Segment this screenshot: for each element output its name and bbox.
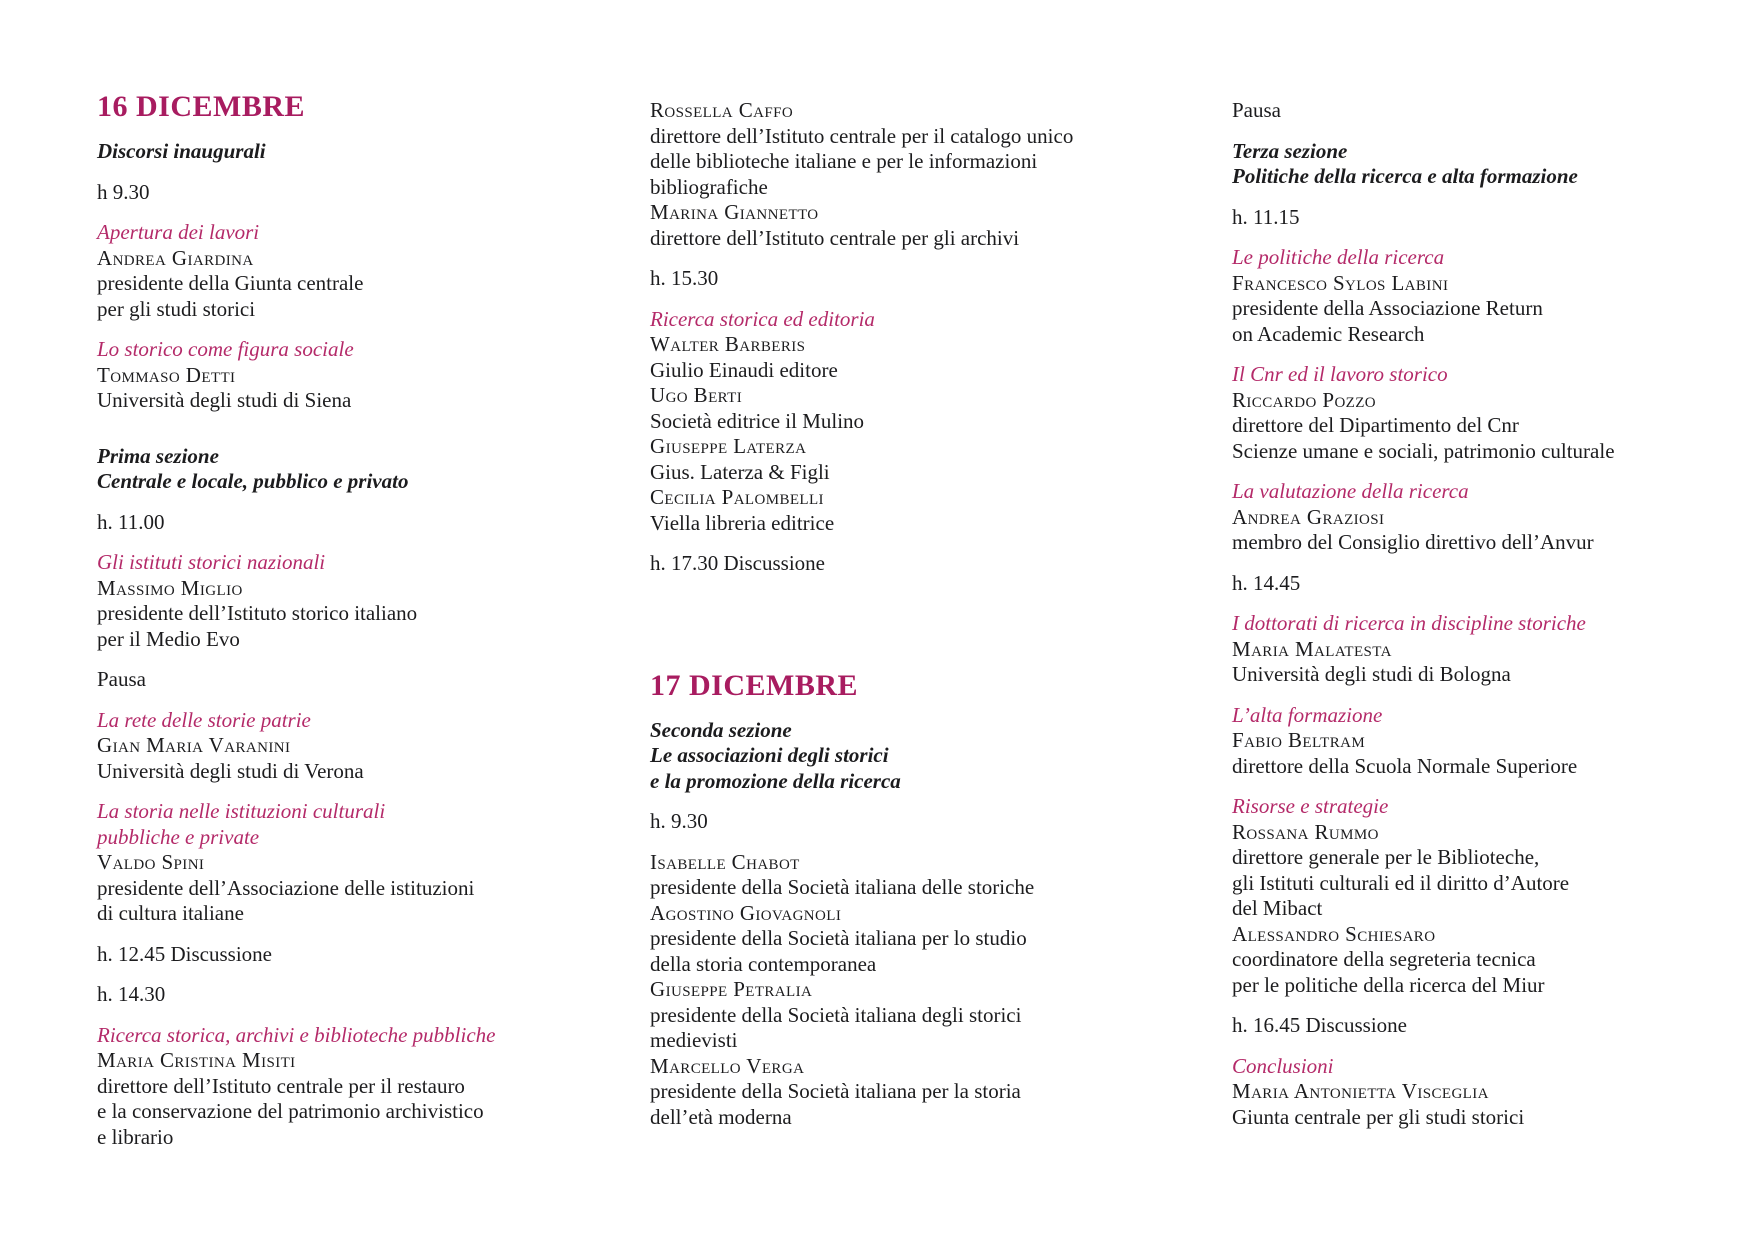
program-block — [1232, 1054, 1747, 1131]
talk-title-line: I dottorati di ricerca in discipline storiche — [1232, 611, 1586, 635]
program-block — [1232, 1013, 1747, 1039]
affiliation-line: Università degli studi di Siena — [97, 388, 352, 412]
pausa-label: Pausa — [97, 667, 146, 691]
speaker-name: Valdo Spini — [97, 850, 205, 874]
session-heading-line: Centrale e locale, pubblico e privato — [97, 469, 409, 493]
affiliation-line: Università degli studi di Verona — [97, 758, 364, 783]
program-block — [1232, 98, 1747, 124]
program-block — [97, 220, 637, 322]
program-block — [97, 139, 637, 165]
speaker-name: Fabio Beltram — [1232, 728, 1366, 752]
affiliation-line: direttore della Scuola Normale Superiore — [1232, 753, 1578, 778]
affiliation-line: Scienze umane e sociali, patrimonio culturale — [1232, 438, 1615, 463]
talk-title-line: Risorse e strategie — [1232, 794, 1389, 818]
affiliation-line: per il Medio Evo — [97, 626, 240, 651]
program-block — [97, 667, 637, 693]
program-column-1 — [97, 90, 637, 1150]
program-block — [97, 708, 637, 785]
affiliation-line: Gius. Laterza & Figli — [650, 459, 830, 484]
speaker-name: Giuseppe Petralia — [650, 977, 813, 1001]
time-label: h. 16.45 Discussione — [1232, 1013, 1407, 1037]
talk-title-line: Il Cnr ed il lavoro storico — [1232, 362, 1448, 386]
time-label: h. 17.30 Discussione — [650, 551, 825, 575]
affiliation-line: per gli studi storici — [97, 296, 256, 321]
time-label: h. 14.30 — [97, 982, 166, 1006]
program-column-3 — [1232, 98, 1747, 1130]
speaker-name: Maria Antonietta Visceglia — [1232, 1079, 1489, 1103]
program-block — [97, 444, 637, 495]
affiliation-line: Giulio Einaudi editore — [650, 357, 838, 382]
program-block — [97, 799, 637, 927]
talk-title-line: Ricerca storica, archivi e biblioteche pubbliche — [97, 1022, 496, 1047]
affiliation-line: Società editrice il Mulino — [650, 408, 865, 433]
affiliation-line: di cultura italiane — [97, 901, 244, 925]
speaker-name: Ugo Berti — [650, 383, 743, 407]
affiliation-line: Viella libreria editrice — [650, 510, 835, 535]
affiliation-line: della storia contemporanea — [650, 951, 877, 976]
affiliation-line: direttore dell’Istituto centrale per il catalogo unico — [650, 123, 1074, 148]
speaker-name: Marcello Verga — [650, 1053, 805, 1078]
talk-title-line: Lo storico come figura sociale — [97, 337, 354, 361]
affiliation-line: e librario — [97, 1124, 174, 1149]
program-block — [650, 850, 1210, 1131]
program-block — [1232, 479, 1747, 556]
affiliation-line: presidente della Società italiana delle storiche — [650, 875, 1035, 899]
session-heading-line: Prima sezione — [97, 443, 219, 468]
program-block — [1232, 245, 1747, 347]
talk-title-line: La storia nelle istituzioni culturali — [97, 799, 386, 823]
affiliation-line: delle biblioteche italiane e per le informazioni — [650, 149, 1038, 173]
program-block — [1232, 794, 1747, 998]
talk-title-line: Apertura dei lavori — [97, 220, 260, 244]
talk-title-line: Le politiche della ricerca — [1232, 245, 1445, 269]
speaker-name: Riccardo Pozzo — [1232, 387, 1377, 412]
talk-title-line: L’alta formazione — [1232, 702, 1383, 727]
program-block — [650, 809, 1210, 835]
speaker-name: Tommaso Detti — [97, 362, 236, 387]
program-block — [1232, 362, 1747, 464]
session-heading-line: Seconda sezione — [650, 717, 792, 742]
talk-title-line: Ricerca storica ed editoria — [650, 306, 875, 331]
affiliation-line: bibliografiche — [650, 174, 768, 199]
day-header: 16 DICEMBRE — [97, 90, 306, 123]
affiliation-line: direttore dell’Istituto centrale per il restauro — [97, 1073, 465, 1098]
program-block — [650, 307, 1210, 537]
time-label: h. 15.30 — [650, 266, 719, 290]
program-block — [97, 180, 637, 206]
time-label: h 9.30 — [97, 179, 150, 204]
affiliation-line: medievisti — [650, 1028, 738, 1052]
affiliation-line: presidente della Società italiana per lo studio — [650, 926, 1027, 950]
affiliation-line: presidente della Associazione Return — [1232, 296, 1543, 320]
program-block — [1232, 571, 1747, 597]
time-label: h. 12.45 Discussione — [97, 941, 272, 966]
affiliation-line: del Mibact — [1232, 896, 1323, 920]
program-block — [1232, 205, 1747, 231]
day-header: 17 DICEMBRE — [650, 668, 859, 702]
day-heading-block — [650, 669, 1210, 703]
affiliation-line: presidente dell’Associazione delle istituzioni — [97, 875, 475, 900]
talk-title-line: La rete delle storie patrie — [97, 707, 311, 732]
affiliation-line: presidente della Società italiana per la storia — [650, 1079, 1021, 1103]
day-heading-block — [97, 90, 637, 124]
talk-title-line: Gli istituti storici nazionali — [97, 550, 326, 574]
speaker-name: Maria Cristina Misiti — [97, 1048, 296, 1072]
affiliation-line: presidente della Giunta centrale — [97, 271, 364, 295]
program-block — [97, 510, 637, 536]
program-block — [97, 1023, 637, 1151]
program-block — [97, 550, 637, 652]
talk-title-line: Conclusioni — [1232, 1053, 1334, 1078]
program-block — [1232, 703, 1747, 780]
session-heading-line: e la promozione della ricerca — [650, 768, 901, 793]
speaker-name: Cecilia Palombelli — [650, 485, 824, 509]
speaker-name: Andrea Giardina — [97, 245, 254, 270]
program-block — [97, 982, 637, 1008]
program-block — [650, 551, 1210, 577]
session-heading-line: Le associazioni degli storici — [650, 743, 889, 767]
program-block — [1232, 611, 1747, 688]
affiliation-line: membro del Consiglio direttivo dell’Anvur — [1232, 530, 1594, 554]
program-block — [650, 266, 1210, 292]
speaker-name: Giuseppe Laterza — [650, 434, 807, 458]
speaker-name: Alessandro Schiesaro — [1232, 921, 1436, 946]
program-block — [650, 98, 1210, 251]
session-heading-line: Politiche della ricerca e alta formazione — [1232, 164, 1578, 188]
affiliation-line: direttore dell’Istituto centrale per gli archivi — [650, 225, 1020, 250]
affiliation-line: direttore generale per le Biblioteche, — [1232, 845, 1540, 869]
speaker-name: Isabelle Chabot — [650, 849, 800, 874]
speaker-name: Agostino Giovagnoli — [650, 900, 842, 925]
affiliation-line: per le politiche della ricerca del Miur — [1232, 972, 1545, 997]
affiliation-line: on Academic Research — [1232, 321, 1425, 346]
affiliation-line: Università degli studi di Bologna — [1232, 662, 1511, 686]
affiliation-line: gli Istituti culturali ed il diritto d’Autore — [1232, 870, 1570, 895]
affiliation-line: coordinatore della segreteria tecnica — [1232, 947, 1536, 971]
time-label: h. 9.30 — [650, 809, 708, 833]
speaker-name: Marina Giannetto — [650, 200, 819, 224]
affiliation-line: presidente dell’Istituto storico italiano — [97, 601, 418, 625]
talk-title-line: pubbliche e private — [97, 824, 260, 849]
affiliation-line: Giunta centrale per gli studi storici — [1232, 1104, 1525, 1129]
program-column-2 — [650, 98, 1210, 1130]
affiliation-line: e la conservazione del patrimonio archivistico — [97, 1099, 484, 1123]
speaker-name: Walter Barberis — [650, 332, 806, 356]
pausa-label: Pausa — [1232, 98, 1281, 122]
speaker-name: Rossella Caffo — [650, 98, 794, 122]
time-label: h. 14.45 — [1232, 570, 1301, 595]
speaker-name: Maria Malatesta — [1232, 636, 1392, 661]
program-block — [97, 337, 637, 414]
affiliation-line: direttore del Dipartimento del Cnr — [1232, 413, 1519, 437]
time-label: h. 11.15 — [1232, 204, 1300, 229]
speaker-name: Massimo Miglio — [97, 575, 243, 600]
affiliation-line: dell’età moderna — [650, 1104, 792, 1129]
speaker-name: Rossana Rummo — [1232, 819, 1379, 844]
program-block — [97, 942, 637, 968]
program-block — [1232, 139, 1747, 190]
affiliation-line: presidente della Società italiana degli storici — [650, 1002, 1022, 1027]
speaker-name: Gian Maria Varanini — [97, 733, 291, 757]
talk-title-line: La valutazione della ricerca — [1232, 479, 1469, 503]
time-label: h. 11.00 — [97, 509, 165, 534]
program-block — [650, 718, 1210, 795]
speaker-name: Andrea Graziosi — [1232, 504, 1385, 529]
speaker-name: Francesco Sylos Labini — [1232, 270, 1449, 295]
session-heading-line: Terza sezione — [1232, 138, 1348, 163]
session-heading-line: Discorsi inaugurali — [97, 139, 266, 163]
